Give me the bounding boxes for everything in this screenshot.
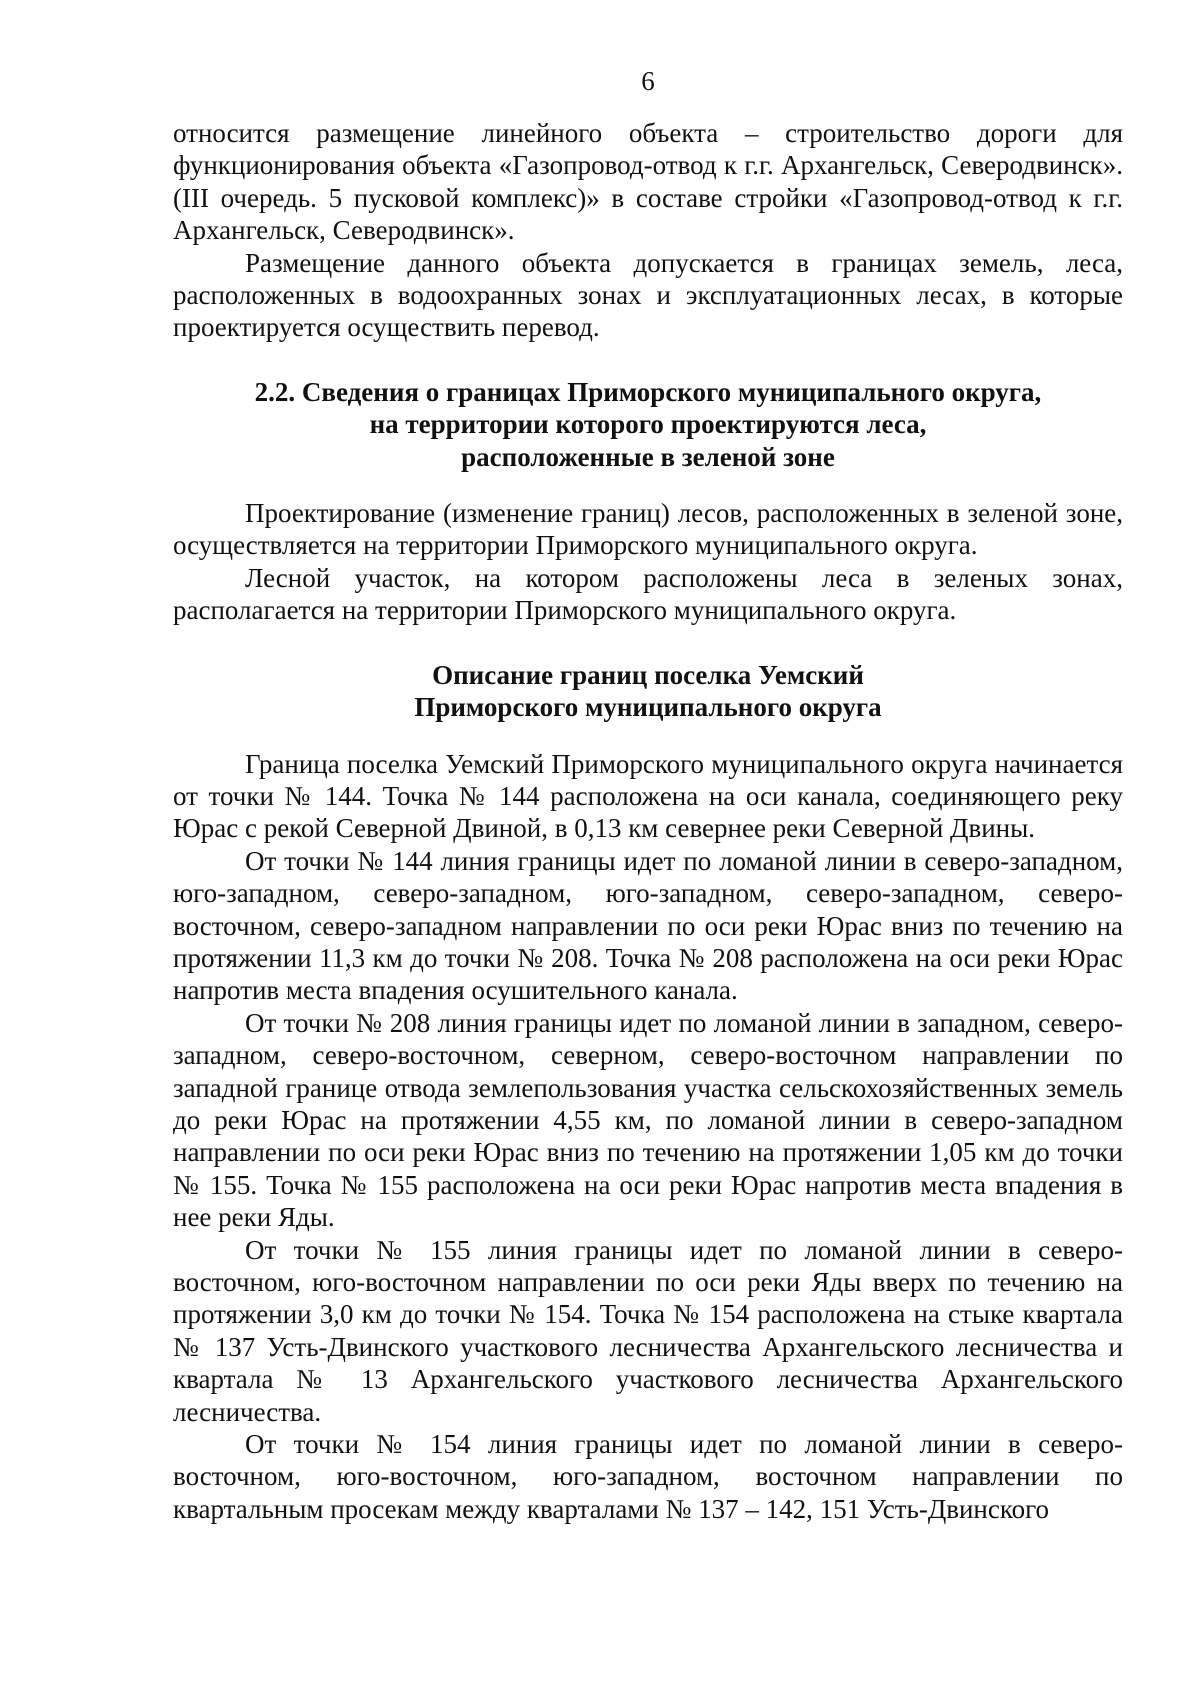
- paragraph: Проектирование (изменение границ) лесов, расположенных в зеленой зоне, осуществляется на территории Приморского муниципального округа.: [173, 498, 1123, 561]
- section-heading-2-2: [173, 376, 1123, 473]
- paragraph: От точки № 154 линия границы идет по ломаной линии в северо-восточном, юго-восточном, юго-западном, восточном направлении по квартальным просекам между кварталами № 137 – 142, 151 Усть-Двинского: [173, 1429, 1123, 1524]
- heading-line: Описание границ поселка Уемский: [432, 659, 864, 690]
- heading-line: на территории которого проектируются леса,: [369, 409, 927, 440]
- document-body: [173, 117, 1123, 1525]
- paragraph: Размещение данного объекта допускается в границах земель, леса, расположенных в водоохранных зонах и эксплуатационных лесах, в которые проектируется осуществить перевод.: [173, 247, 1123, 343]
- section-heading-uemsky: [173, 659, 1123, 724]
- heading-line: Приморского муниципального округа: [414, 692, 882, 723]
- paragraph: Граница поселка Уемский Приморского муниципального округа начинается от точки № 144. Точка № 144 расположена на оси канала, соединяющего реку Юрас с рекой Северной Двиной, в 0,13 км севернее реки Северной Двины.: [173, 748, 1123, 844]
- paragraph: относится размещение линейного объекта – строительство дороги для функционирования объекта «Газопровод-отвод к г.г. Архангельск, Северодвинск». (III очередь. 5 пусковой комплекс)» в составе стройки «Газопровод-отвод к г.г. Архангельск, Северодвинск».: [173, 118, 1123, 246]
- heading-line: расположенные в зеленой зоне: [461, 441, 835, 472]
- page-number: 6: [641, 66, 655, 96]
- paragraph: От точки № 144 линия границы идет по ломаной линии в северо-западном, юго-западном, северо-западном, юго-западном, северо-западном, северо-восточном, северо-западном направлении по оси реки Юрас вниз по течению на протяжении 11,3 км до точки № 208. Точка № 208 расположена на оси реки Юрас напротив места впадения осушительного канала.: [173, 845, 1123, 1006]
- heading-line: 2.2. Сведения о границах Приморского муниципального округа,: [254, 376, 1042, 407]
- paragraph: Лесной участок, на котором расположены леса в зеленых зонах, располагается на территории Приморского муниципального округа.: [173, 562, 1123, 626]
- paragraph: От точки № 208 линия границы идет по ломаной линии в западном, северо-западном, северо-восточном, северном, северо-восточном направлении по западной границе отвода землепользования участка сельскохозяйственных земель до реки Юрас на протяжении 4,55 км, по ломаной линии в северо-западном направлении по оси реки Юрас вниз по течению на протяжении 1,05 км до точки № 155. Точка № 155 расположена на оси реки Юрас напротив места впадения в нее реки Яды.: [173, 1007, 1123, 1233]
- paragraph: От точки № 155 линия границы идет по ломаной линии в северо-восточном, юго-восточном направлении по оси реки Яды вверх по течению на протяжении 3,0 км до точки № 154. Точка № 154 расположена на стыке квартала № 137 Усть-Двинского участкового лесничества Архангельского лесничества и квартала № 13 Архангельского участкового лесничества Архангельского лесничества.: [173, 1234, 1123, 1427]
